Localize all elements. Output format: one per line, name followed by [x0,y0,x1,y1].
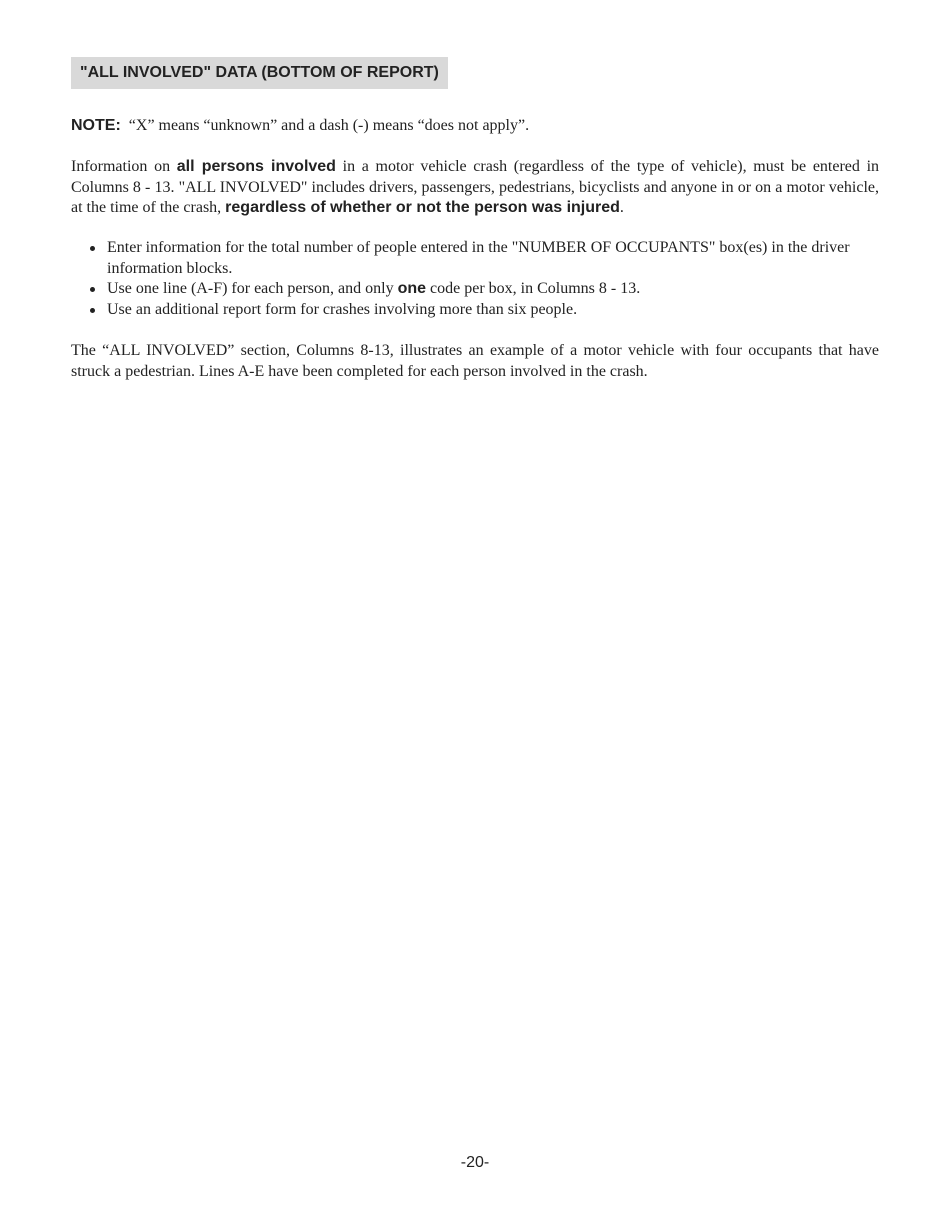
bullet-icon [90,308,95,313]
intro-text-3: . [619,199,624,216]
list-item-text: Enter information for the total number of people entered in the "NUMBER OF OCCUPANTS" box(es) in the driver information blocks. [107,239,850,277]
closing-paragraph: The “ALL INVOLVED” section, Columns 8-13, illustrates an example of a motor vehicle with four occupants that have struck a pedestrian. Lines A-E have been completed for each person involved in the crash. [71,342,879,380]
list-item [71,238,879,279]
document-page [71,0,879,1230]
intro-text-2: in a motor vehicle crash (regardless of the type of vehicle), must be entered in Columns 8 - 13. "ALL INVOLVED" includes drivers, passengers, pedestrians, bicyclists and anyone in or on a motor vehicle, at the time of the crash, [71,158,880,216]
note-text: “X” means “unknown” and a dash (-) means “does not apply”. [128,117,530,134]
list-item [71,279,879,300]
list-item-bold: one [397,280,427,297]
bullet-icon [90,246,95,251]
intro-paragraph [71,157,879,219]
intro-text-1: Information on [71,158,177,175]
page-number: -20- [460,1154,490,1171]
bullet-icon [90,287,95,292]
list-item-text-before: Use one line (A-F) for each person, and only [107,280,398,297]
instruction-list [71,238,879,320]
list-item-text: Use an additional report form for crashes involving more than six people. [107,300,578,318]
list-item-text-after: code per box, in Columns 8 - 13. [426,280,641,297]
intro-bold-2: regardless of whether or not the person was injured [225,199,620,216]
intro-bold-1: all persons involved [176,158,336,175]
note-paragraph [71,116,879,137]
note-label: NOTE: [71,117,121,134]
section-heading: "ALL INVOLVED" DATA (BOTTOM OF REPORT) [71,57,448,89]
list-item [71,300,879,321]
